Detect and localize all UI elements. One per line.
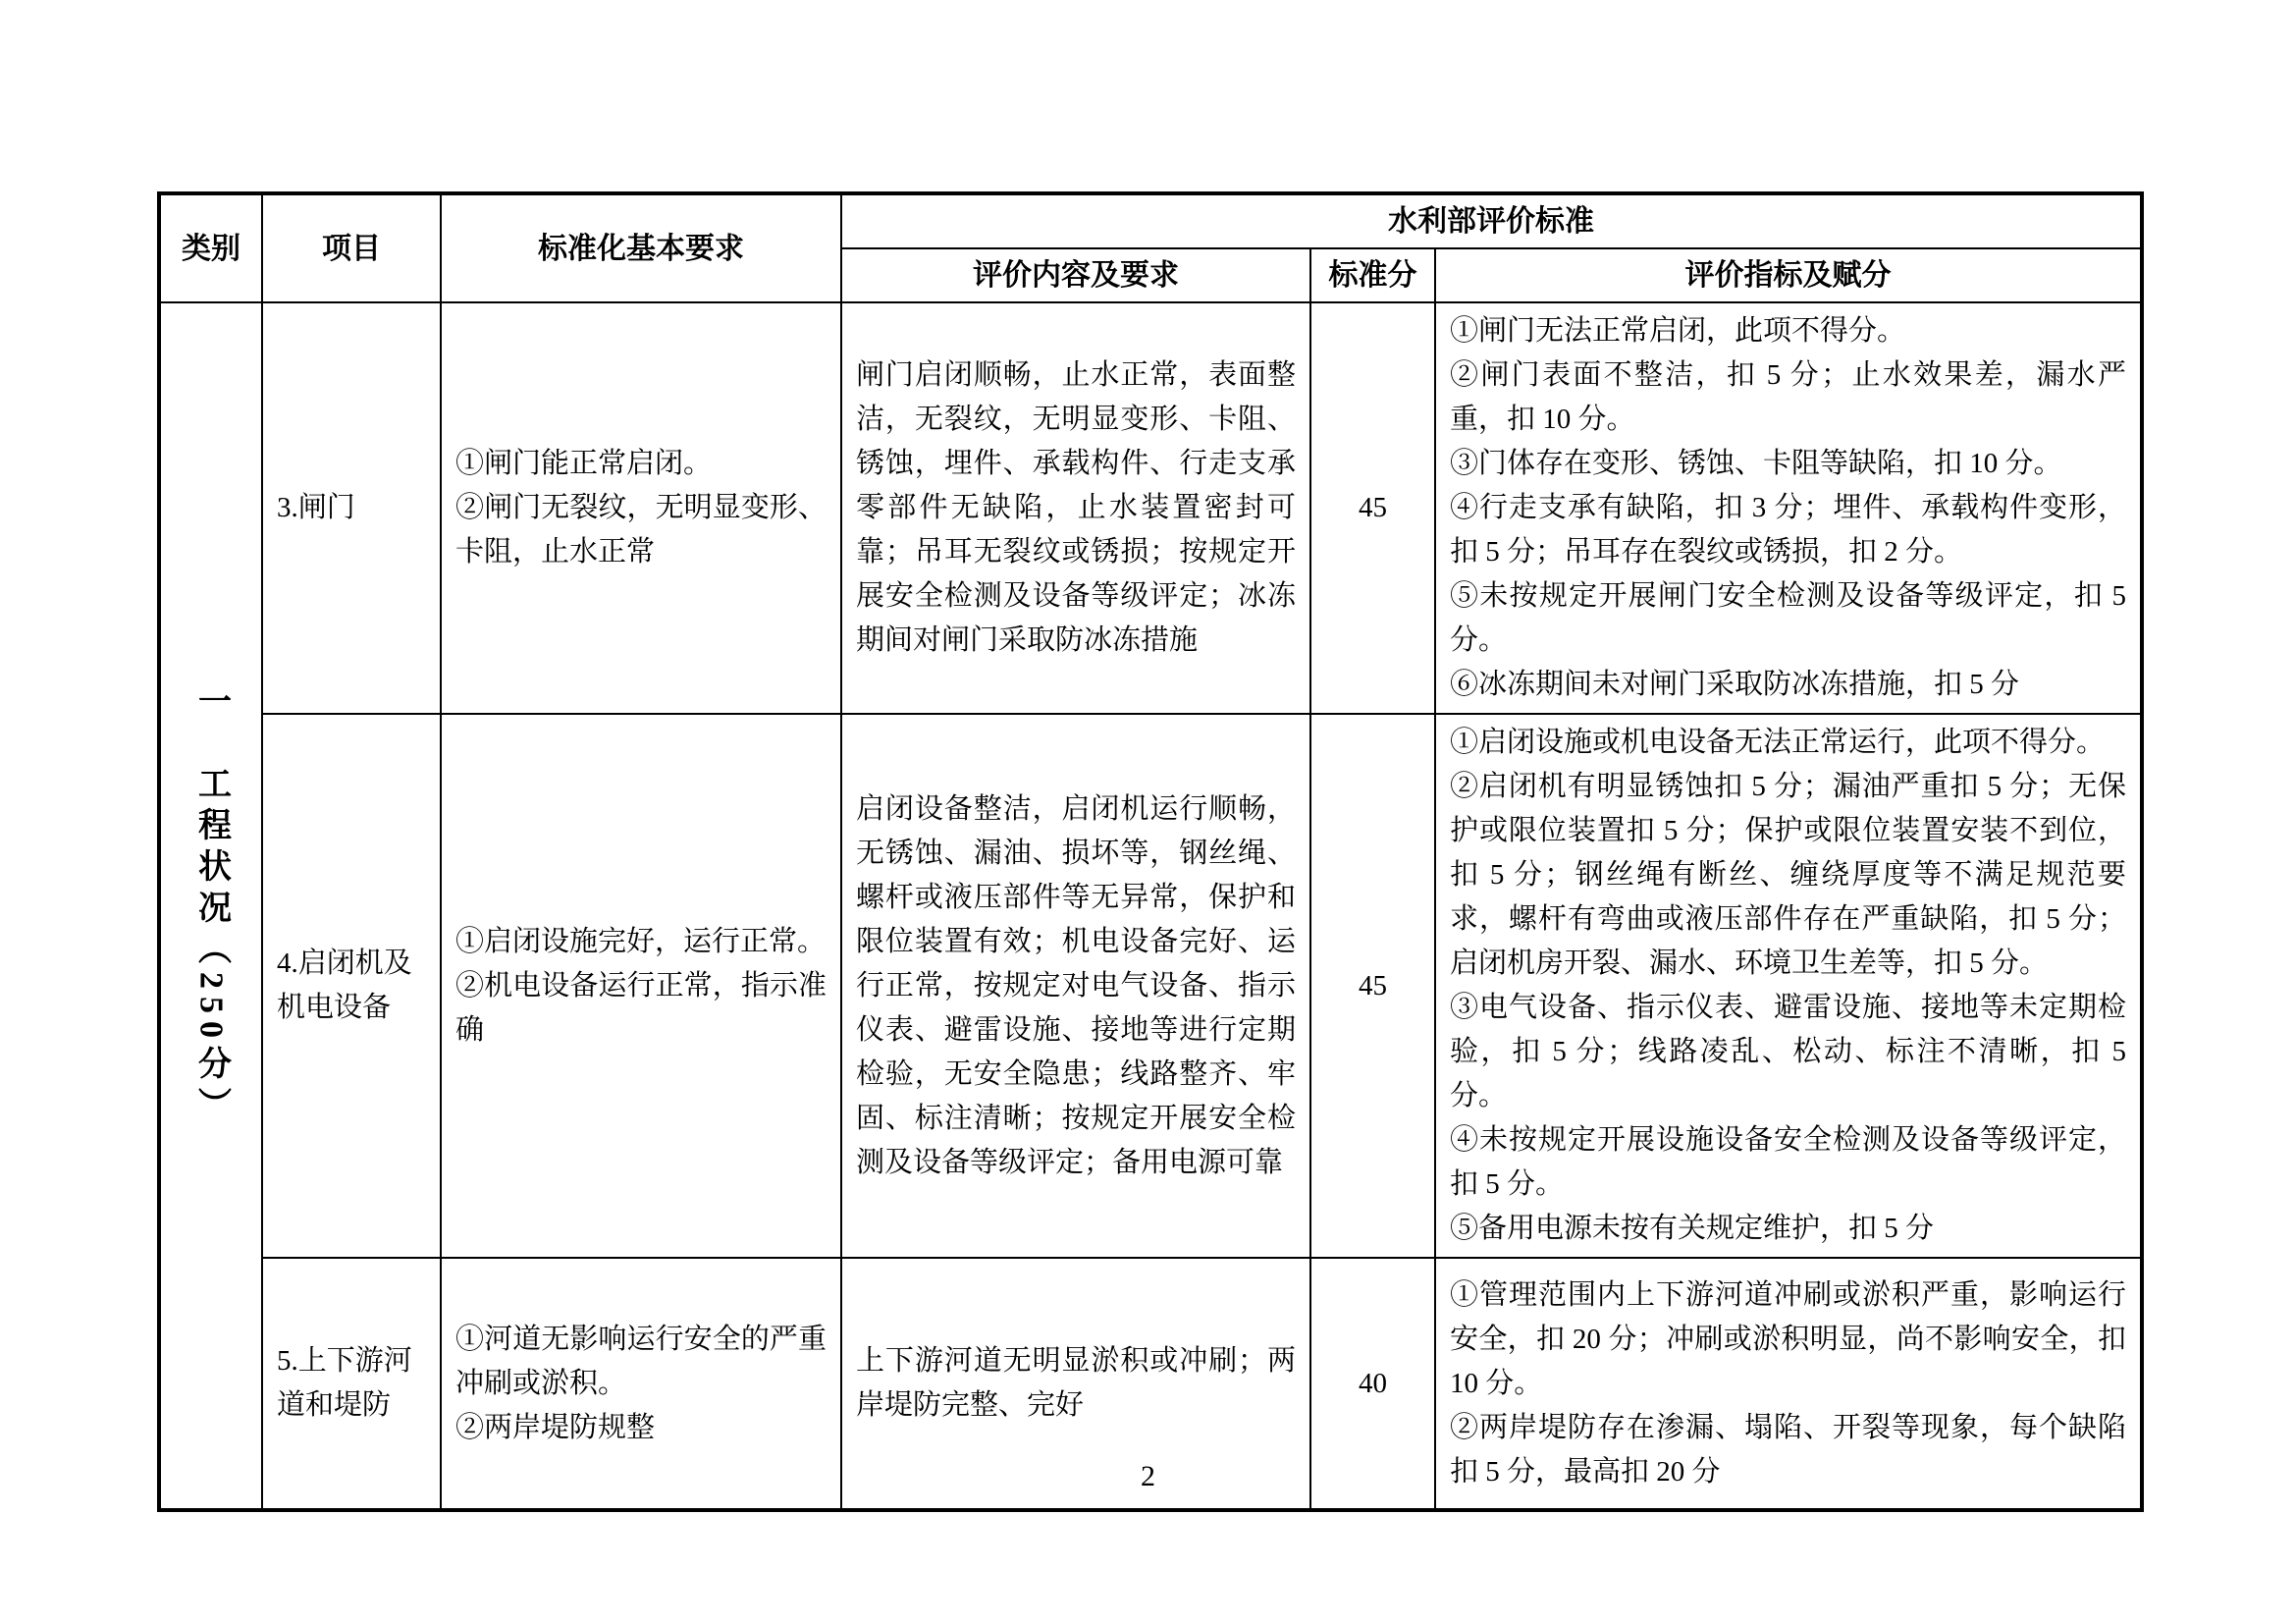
basic-requirements-cell <box>441 1258 841 1510</box>
header-cell-basic-requirements: 标准化基本要求 <box>441 193 841 302</box>
indicator-item: ②闸门表面不整洁，扣 5 分；止水效果差，漏水严重，扣 10 分。 <box>1450 359 2126 435</box>
standard-score-cell: 45 <box>1310 302 1435 714</box>
indicator-item: ⑥冰冻期间未对闸门采取防冰冻措施，扣 5 分 <box>1450 669 2020 700</box>
indicator-item: ①闸门无法正常启闭，此项不得分。 <box>1450 315 1906 347</box>
indicator-item: ①管理范围内上下游河道冲刷或淤积严重，影响运行安全，扣 20 分；冲刷或淤积明显，尚不影响安全，扣 10 分。 <box>1450 1278 2126 1399</box>
eval-content-cell: 启闭设备整洁，启闭机运行顺畅，无锈蚀、漏油、损坏等，钢丝绳、螺杆或液压部件等无异常，保护和限位装置有效；机电设备完好、运行正常，按规定对电气设备、指示仪表、避雷设施、接地等进行定期检验，无安全隐患；线路整齐、牢固、标注清晰；按规定开展安全检测及设备等级评定；备用电源可靠 <box>841 714 1310 1258</box>
header-cell-eval-indicators: 评价指标及赋分 <box>1435 248 2142 302</box>
requirement-item: ②机电设备运行正常，指示准确 <box>455 969 827 1046</box>
requirement-item: ②闸门无裂纹，无明显变形、卡阻，止水正常 <box>455 492 827 568</box>
standard-score-cell: 40 <box>1310 1258 1435 1510</box>
header-cell-ministry-standard: 水利部评价标准 <box>841 193 2142 248</box>
indicator-item: ②两岸堤防存在渗漏、塌陷、开裂等现象，每个缺陷扣 5 分，最高扣 20 分 <box>1450 1411 2126 1488</box>
indicators-cell <box>1435 714 2142 1258</box>
indicator-item: ④未按规定开展设施设备安全检测及设备等级评定，扣 5 分。 <box>1450 1124 2126 1200</box>
indicator-item: ③门体存在变形、锈蚀、卡阻等缺陷，扣 10 分。 <box>1450 448 2062 479</box>
requirement-item: ①启闭设施完好，运行正常。 <box>455 925 827 957</box>
requirement-item: ①闸门能正常启闭。 <box>455 448 713 479</box>
basic-requirements-cell <box>441 302 841 714</box>
requirement-item: ②两岸堤防规整 <box>455 1411 656 1443</box>
header-cell-project: 项目 <box>262 193 441 302</box>
category-label: 一 工程状况（250分） <box>192 683 230 1128</box>
indicator-item: ③电气设备、指示仪表、避雷设施、接地等未定期检验，扣 5 分；线路凌乱、松动、标注不清晰，扣 5 分。 <box>1450 992 2126 1111</box>
project-cell: 3.闸门 <box>262 302 441 714</box>
eval-content-cell: 闸门启闭顺畅，止水正常，表面整洁，无裂纹，无明显变形、卡阻、锈蚀，埋件、承载构件、行走支承零部件无缺陷，止水装置密封可靠；吊耳无裂纹或锈损；按规定开展安全检测及设备等级评定；冰冻期间对闸门采取防冰冻措施 <box>841 302 1310 714</box>
standard-score-cell: 45 <box>1310 714 1435 1258</box>
page-number: 2 <box>1141 1460 1155 1492</box>
table-row <box>159 302 2142 714</box>
indicator-item: ⑤未按规定开展闸门安全检测及设备等级评定，扣 5 分。 <box>1450 580 2126 656</box>
indicator-item: ④行走支承有缺陷，扣 3 分；埋件、承载构件变形，扣 5 分；吊耳存在裂纹或锈损，扣 2 分。 <box>1450 492 2126 568</box>
header-cell-eval-content: 评价内容及要求 <box>841 248 1310 302</box>
category-cell <box>159 302 262 1510</box>
indicators-cell <box>1435 1258 2142 1510</box>
project-cell: 5.上下游河道和堤防 <box>262 1258 441 1510</box>
indicator-item: ②启闭机有明显锈蚀扣 5 分；漏油严重扣 5 分；无保护或限位装置扣 5 分；保护或限位装置安装不到位，扣 5 分；钢丝绳有断丝、缠绕厚度等不满足规范要求，螺杆有弯曲或液压部件存在严重缺陷，扣 5 分；启闭机房开裂、漏水、环境卫生差等，扣 5 分。 <box>1450 771 2126 979</box>
indicator-item: ⑤备用电源未按有关规定维护，扣 5 分 <box>1450 1213 1935 1244</box>
basic-requirements-cell <box>441 714 841 1258</box>
project-cell: 4.启闭机及机电设备 <box>262 714 441 1258</box>
evaluation-standard-table <box>157 191 2144 1512</box>
eval-content-cell: 上下游河道无明显淤积或冲刷；两岸堤防完整、完好 <box>841 1258 1310 1510</box>
indicator-item: ①启闭设施或机电设备无法正常运行，此项不得分。 <box>1450 727 2106 758</box>
header-cell-category: 类别 <box>159 193 262 302</box>
header-cell-standard-score: 标准分 <box>1310 248 1435 302</box>
indicators-cell <box>1435 302 2142 714</box>
requirement-item: ①河道无影响运行安全的严重冲刷或淤积。 <box>455 1323 827 1399</box>
table-row <box>159 714 2142 1258</box>
